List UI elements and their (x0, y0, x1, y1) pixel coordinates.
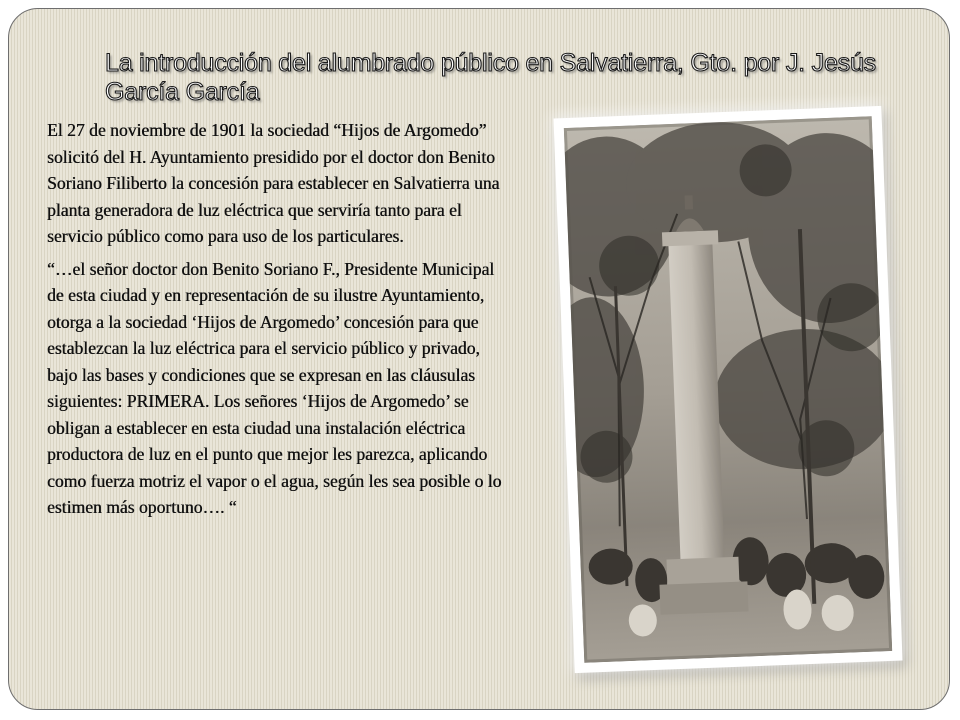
paragraph-quote: “…el señor doctor don Benito Soriano F., Presidente Municipal de esta ciudad y en representación de su ilustre Ayuntamiento, otorga a la sociedad ‘Hijos de Argomedo’ concesión para que establezcan la luz eléctrica para el servicio público y privado, bajo las bases y condiciones que se expresan en las cláusulas siguientes: PRIMERA. Los señores ‘Hijos de Argomedo’ se obligan a establecer en esta ciudad una instalación eléctrica productora de luz en el punto que mejor les parezca, aplicando como fuerza motriz el vapor o el agua, según les sea posible o lo estimen más oportuno…. “ (47, 258, 502, 517)
slide (8, 8, 950, 710)
paragraph-intro: El 27 de noviembre de 1901 la sociedad “Hijos de Argomedo” solicitó del H. Ayuntamiento presidido por el doctor don Benito Soriano Filiberto la concesión para establecer en Salvatierra una planta generadora de luz eléctrica que serviría tanto para el servicio público como para uso de los particulares. (47, 120, 500, 246)
photo-illustration (564, 116, 892, 662)
body-text (47, 117, 507, 527)
historic-photo-monument-plaza (564, 116, 892, 662)
historic-photo-frame (553, 106, 902, 673)
slide-title: La introducción del alumbrado público en Salvatierra, Gto. por J. Jesús García García (105, 49, 876, 106)
